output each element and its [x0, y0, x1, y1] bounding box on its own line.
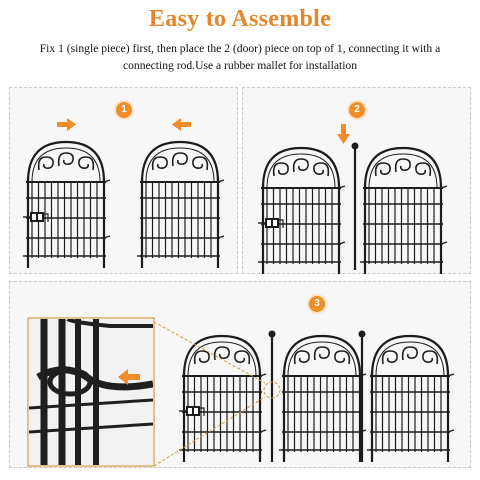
step-2-illustration: [243, 88, 472, 275]
arrow-right-icon: [57, 118, 76, 131]
single-fence-panel: [360, 148, 447, 274]
arrow-down-icon: [337, 124, 350, 144]
step-1-badge: 1: [114, 100, 134, 120]
step-2-badge: 2: [347, 100, 367, 120]
step-2-panel: [242, 87, 471, 274]
step-1-illustration: [10, 88, 239, 275]
zoom-guide-lines: [154, 322, 280, 466]
gate-latch-icon: [258, 218, 283, 228]
zoom-detail-inset: [28, 318, 154, 466]
step-3-badge: 3: [307, 294, 327, 314]
single-fence-panel-2: [367, 336, 454, 462]
door-fence-panel: [179, 336, 266, 462]
connecting-rod: [353, 144, 358, 270]
door-fence-panel: [258, 148, 345, 274]
gate-latch-icon: [23, 212, 48, 222]
step-3-panel: [9, 281, 471, 468]
door-fence-panel: [23, 142, 110, 268]
step-3-illustration: [10, 282, 472, 469]
single-fence-panel: [137, 142, 224, 268]
arrow-left-icon: [172, 118, 191, 131]
page-title: Easy to Assemble: [148, 6, 332, 32]
instructions-text: Fix 1 (single piece) first, then place the 2 (door) piece on top of 1, connecting it with a connecting rod.Use a rubber mallet for installation: [39, 42, 441, 72]
step-1-panel: [9, 87, 238, 274]
gate-latch-icon: [179, 406, 204, 416]
single-fence-panel: [279, 336, 366, 462]
